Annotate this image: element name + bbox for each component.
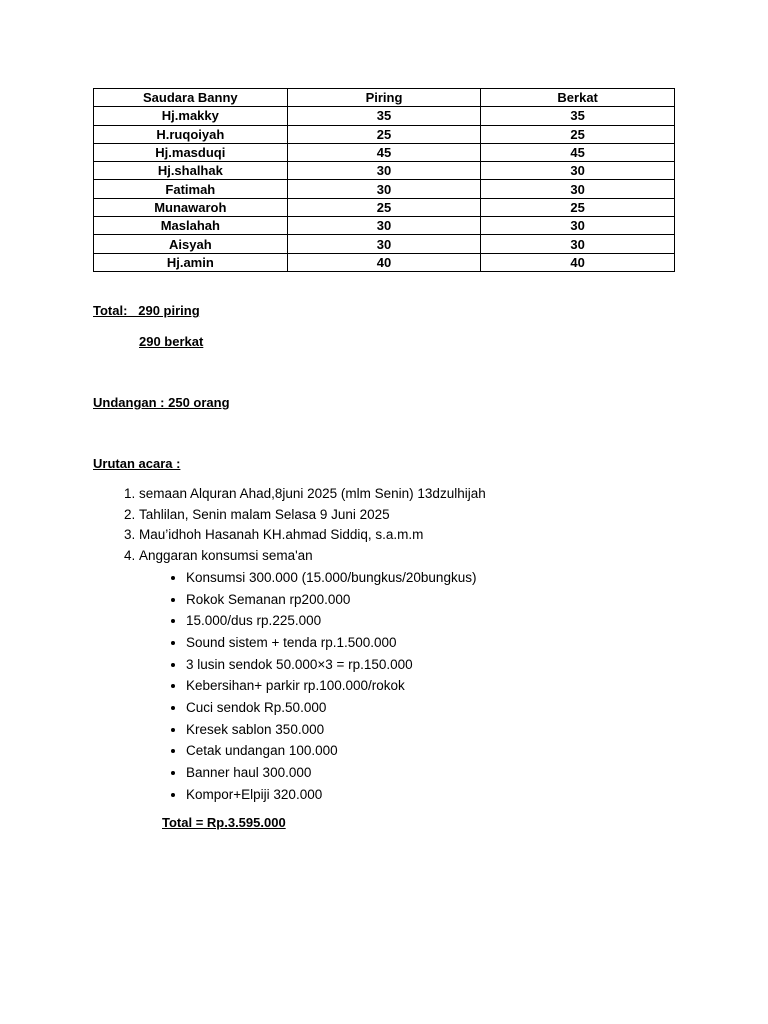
table-cell: 25 bbox=[481, 125, 675, 143]
urutan-heading: Urutan acara : bbox=[93, 456, 181, 471]
budget-item: • Kebersihan+ parkir rp.100.000/rokok bbox=[186, 675, 739, 697]
table-cell: H.ruqoiyah bbox=[94, 125, 288, 143]
budget-total: Total = Rp.3.595.000 bbox=[162, 815, 286, 830]
table-cell: Hj.masduqi bbox=[94, 143, 288, 161]
table-row bbox=[94, 217, 675, 235]
table-row bbox=[94, 235, 675, 253]
table-cell: 35 bbox=[481, 107, 675, 125]
event-order-list bbox=[93, 484, 739, 806]
total-berkat: 290 berkat bbox=[139, 334, 204, 349]
list-item-label: Anggaran konsumsi sema'an bbox=[139, 548, 313, 564]
table-cell: Hj.makky bbox=[94, 107, 288, 125]
list-item: 2. Tahlilan, Senin malam Selasa 9 Juni 2025 bbox=[139, 505, 739, 526]
table-cell: 35 bbox=[287, 107, 481, 125]
table-row bbox=[94, 180, 675, 198]
total-piring: Total: 290 piring bbox=[93, 303, 200, 318]
table-cell: 30 bbox=[287, 235, 481, 253]
budget-item: • Cuci sendok Rp.50.000 bbox=[186, 697, 739, 719]
table-cell: 25 bbox=[481, 198, 675, 216]
budget-item: • Kompor+Elpiji 320.000 bbox=[186, 784, 739, 806]
list-item bbox=[139, 546, 739, 805]
list-item: 3. Mau’idhoh Hasanah KH.ahmad Siddiq, s.a.m.m bbox=[139, 525, 739, 546]
table-cell: 25 bbox=[287, 125, 481, 143]
budget-item: • Sound sistem + tenda rp.1.500.000 bbox=[186, 632, 739, 654]
budget-item: • Konsumsi 300.000 (15.000/bungkus/20bungkus) bbox=[186, 567, 739, 589]
table-cell: 30 bbox=[481, 180, 675, 198]
table-row bbox=[94, 125, 675, 143]
budget-item: • Cetak undangan 100.000 bbox=[186, 740, 739, 762]
distribution-table bbox=[93, 88, 675, 272]
table-cell: Maslahah bbox=[94, 217, 288, 235]
budget-item: • 3 lusin sendok 50.000×3 = rp.150.000 bbox=[186, 654, 739, 676]
table-cell: 25 bbox=[287, 198, 481, 216]
table-cell: Munawaroh bbox=[94, 198, 288, 216]
table-cell: Hj.amin bbox=[94, 253, 288, 271]
undangan-count: Undangan : 250 orang bbox=[93, 395, 230, 410]
table-header-row bbox=[94, 89, 675, 107]
budget-item: • 15.000/dus rp.225.000 bbox=[186, 610, 739, 632]
budget-list bbox=[139, 567, 739, 806]
column-header: Saudara Banny bbox=[94, 89, 288, 107]
table-row bbox=[94, 107, 675, 125]
table-row bbox=[94, 198, 675, 216]
table-cell: 45 bbox=[287, 143, 481, 161]
table-cell: 30 bbox=[287, 162, 481, 180]
table-cell: Aisyah bbox=[94, 235, 288, 253]
table-cell: 40 bbox=[287, 253, 481, 271]
budget-item: • Kresek sablon 350.000 bbox=[186, 719, 739, 741]
table-cell: 30 bbox=[287, 180, 481, 198]
table-cell: Hj.shalhak bbox=[94, 162, 288, 180]
table-cell: 40 bbox=[481, 253, 675, 271]
table-cell: 30 bbox=[481, 235, 675, 253]
table-row bbox=[94, 143, 675, 161]
table-row bbox=[94, 162, 675, 180]
table-cell: 30 bbox=[481, 217, 675, 235]
table-cell: Fatimah bbox=[94, 180, 288, 198]
table-row bbox=[94, 253, 675, 271]
table-cell: 45 bbox=[481, 143, 675, 161]
list-item: 1. semaan Alquran Ahad,8juni 2025 (mlm Senin) 13dzulhijah bbox=[139, 484, 739, 505]
table-cell: 30 bbox=[287, 217, 481, 235]
column-header: Berkat bbox=[481, 89, 675, 107]
budget-item: • Rokok Semanan rp200.000 bbox=[186, 589, 739, 611]
column-header: Piring bbox=[287, 89, 481, 107]
budget-item: • Banner haul 300.000 bbox=[186, 762, 739, 784]
table-cell: 30 bbox=[481, 162, 675, 180]
